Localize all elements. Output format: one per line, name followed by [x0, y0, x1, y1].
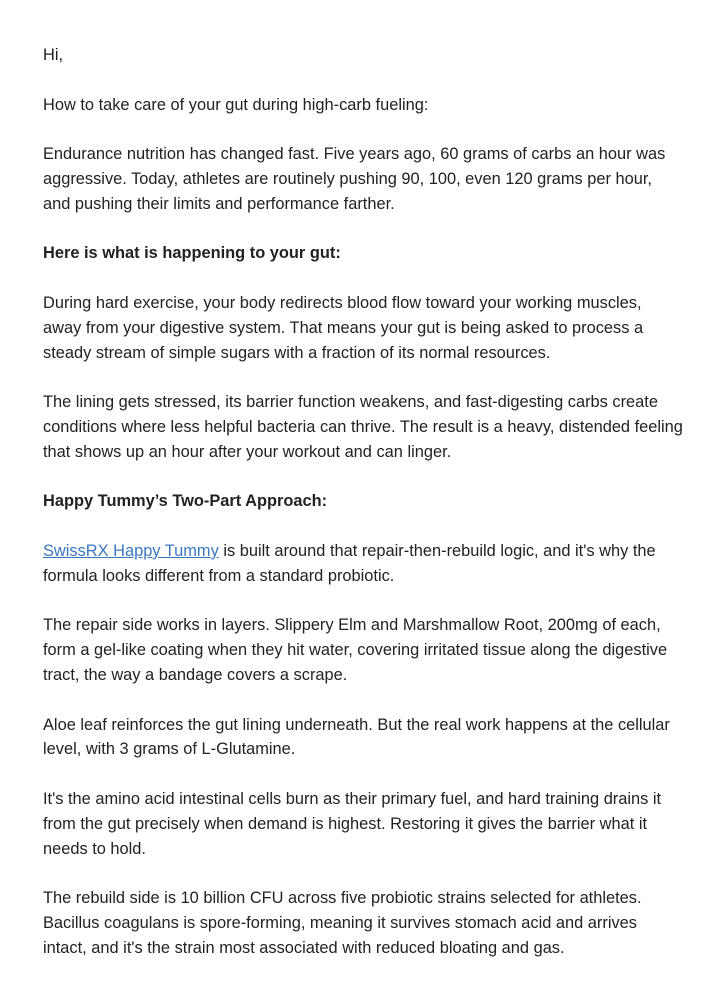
greeting: Hi, — [43, 46, 64, 64]
heading-gut: Here is what is happening to your gut: — [43, 244, 341, 263]
paragraph-lining: The lining gets stressed, its barrier function weakens, and fast-digesting carbs create conditions where less helpful bacteria can thrive. The result is a heavy, distended feeling that shows up an hour after your workout and can linger. — [43, 393, 683, 461]
paragraph-nutrition: Endurance nutrition has changed fast. Five years ago, 60 grams of carbs an hour was aggressive. Today, athletes are routinely pushing 90, 100, even 120 grams per hour, and pushing their limits and performance farther. — [43, 145, 666, 213]
intro-line: How to take care of your gut during high-carb fueling: — [43, 95, 429, 114]
paragraph-aloe: Aloe leaf reinforces the gut lining underneath. But the real work happens at the cellular level, with 3 grams of L-Glutamine. — [43, 715, 670, 759]
heading-approach: Happy Tummy’s Two-Part Approach: — [43, 492, 328, 511]
paragraph-product-text: is built around that repair-then-rebuild logic, and it's why the formula looks different from a standard probiotic. — [43, 541, 656, 585]
product-link[interactable]: SwissRX Happy Tummy — [43, 541, 219, 560]
paragraph-rebuild: The rebuild side is 10 billion CFU across five probiotic strains selected for athletes. Bacillus coagulans is spore-forming, meaning it survives stomach acid and arrives intact, and it's the strain most associated with reduced bloating and gas. — [43, 889, 642, 957]
paragraph-blood-flow: During hard exercise, your body redirects blood flow toward your working muscles, away from your digestive system. That means your gut is being asked to process a steady stream of simple sugars with a fraction of its normal resources. — [43, 293, 644, 362]
paragraph-product — [43, 539, 683, 589]
email-body — [43, 43, 683, 985]
paragraph-glutamine: It's the amino acid intestinal cells burn as their primary fuel, and hard training drains it from the gut precisely when demand is highest. Restoring it gives the barrier what it needs to hold. — [43, 789, 662, 858]
paragraph-repair: The repair side works in layers. Slippery Elm and Marshmallow Root, 200mg of each, form a gel-like coating when they hit water, covering irritated tissue along the digestive tract, the way a bandage covers a scrape. — [43, 616, 668, 684]
